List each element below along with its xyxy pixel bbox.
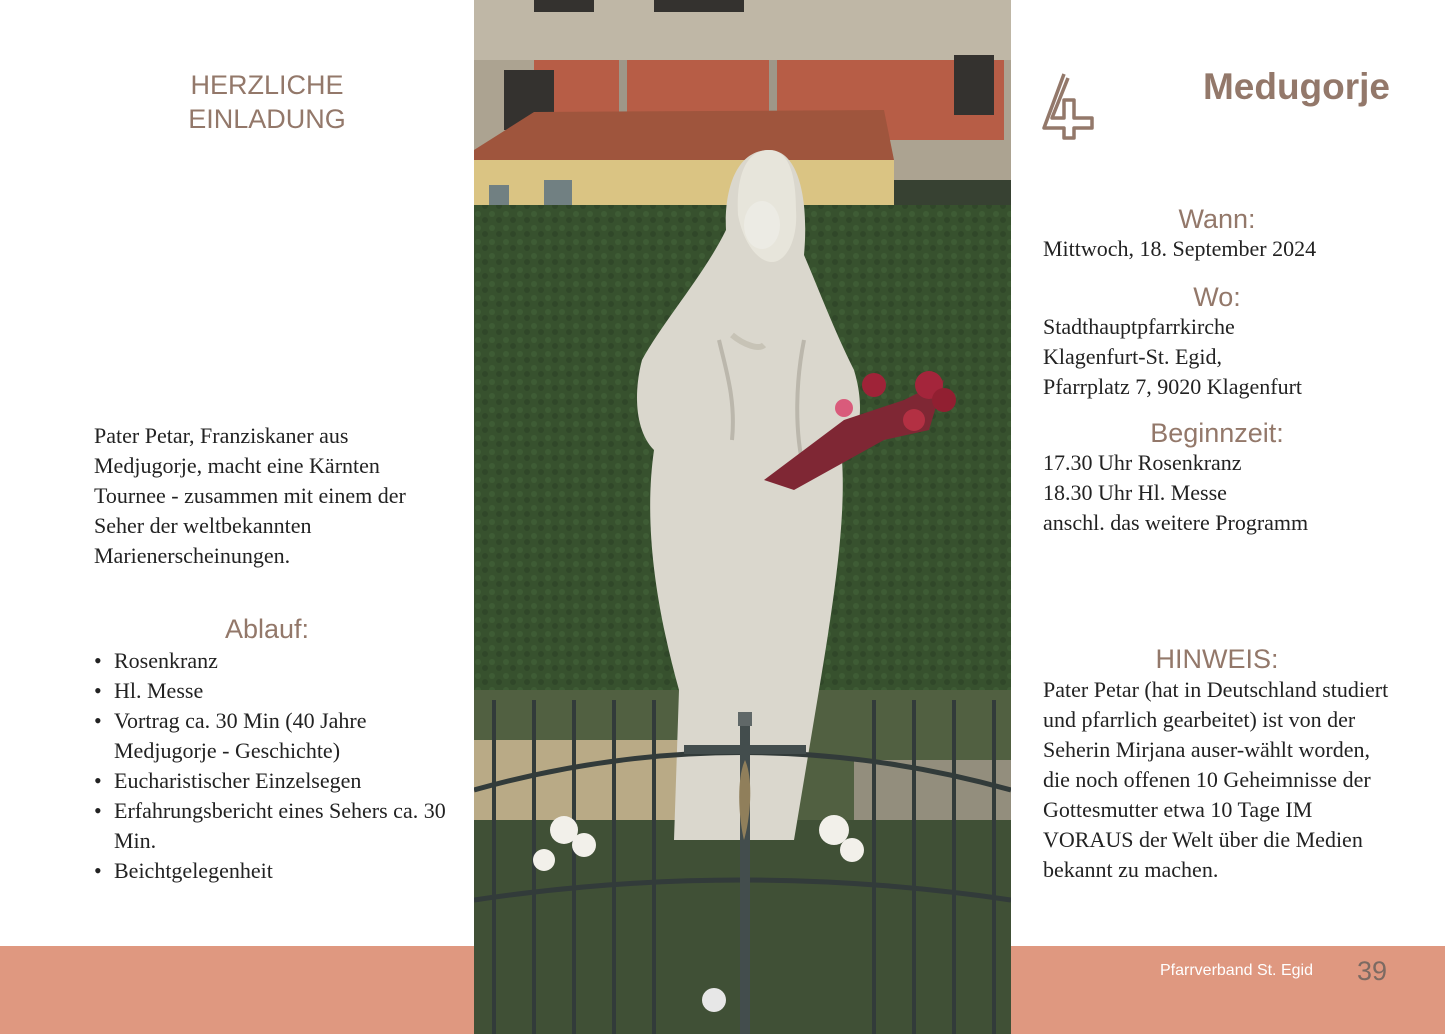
ablauf-heading: Ablauf: [224, 614, 310, 644]
wo-label: Wo: [1193, 282, 1241, 312]
invitation-heading-line-1: HERZLICHE [190, 70, 344, 100]
list-item: • Beichtgelegenheit [114, 856, 464, 886]
footer-band-left [0, 946, 474, 1034]
wo-line: Pfarrplatz 7, 9020 Klagenfurt [1043, 374, 1303, 399]
cross-four-icon [1040, 70, 1098, 142]
ablauf-list [94, 646, 464, 886]
wann-label: Wann: [1178, 204, 1256, 234]
list-item: • Vortrag ca. 30 Min (40 Jahre Medjugorje - Geschichte) [114, 706, 464, 766]
invitation-heading-line-2: EINLADUNG [188, 104, 346, 134]
list-item: • Rosenkranz [114, 646, 464, 676]
wann-text: Mittwoch, 18. September 2024 [1043, 236, 1317, 261]
list-item: • Eucharistischer Einzelsegen [114, 766, 464, 796]
invitation-heading [150, 68, 384, 136]
publisher-name: Pfarrverband St. Egid [1160, 962, 1313, 979]
madonna-statue-photo [474, 0, 1011, 1034]
beginnzeit-line: 18.30 Uhr Hl. Messe [1043, 480, 1227, 505]
list-item: • Erfahrungsbericht eines Sehers ca. 30 Min. [114, 796, 464, 856]
beginnzeit-line: anschl. das weitere Programm [1043, 510, 1309, 535]
wo-text [1043, 312, 1403, 402]
hinweis-label: HINWEIS: [1155, 644, 1279, 674]
hinweis-text: Pater Petar (hat in Deutschland studiert und pfarrlich gearbeitet) ist von der Seherin Mirjana auser-wählt worden, die noch offenen 10 Geheimnisse der Gottesmutter etwa 10 Tage IM VORAUS der Welt über die Medien bekannt zu machen. [1043, 677, 1389, 882]
beginnzeit-line: 17.30 Uhr Rosenkranz [1043, 450, 1242, 475]
beginnzeit-label: Beginnzeit: [1150, 418, 1284, 448]
list-item: • Hl. Messe [114, 676, 464, 706]
wo-line: Stadthauptpfarrkirche [1043, 314, 1235, 339]
intro-paragraph: Pater Petar, Franziskaner aus Medjugorje, macht eine Kärnten Tournee - zusammen mit einem der Seher der weltbekannten Marienerscheinungen. [94, 423, 406, 568]
beginnzeit-text [1043, 448, 1403, 538]
page-number: 39 [1357, 956, 1388, 986]
event-title: Medugorje [1202, 66, 1390, 107]
wo-line: Klagenfurt-St. Egid, [1043, 344, 1223, 369]
